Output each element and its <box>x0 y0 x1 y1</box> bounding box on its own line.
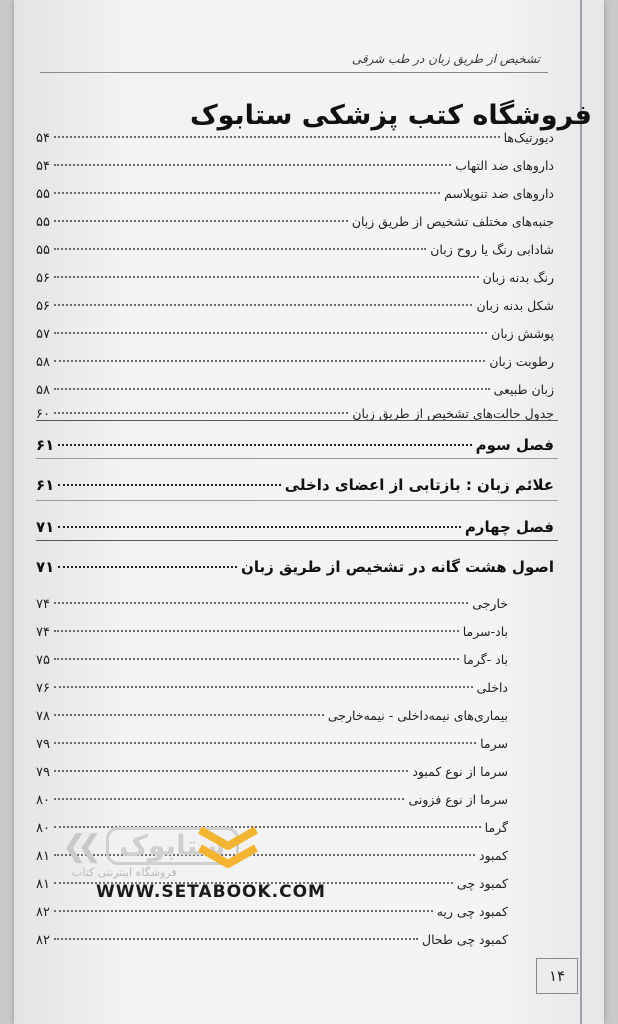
website-url: WWW.SETABOOK.COM <box>96 882 326 902</box>
toc-entry-title: پوشش زبان <box>491 326 554 341</box>
toc-entry-page: ۶۱ <box>36 436 55 454</box>
toc-entry-title: علائم زبان : بازتابی از اعضای داخلی <box>284 476 554 494</box>
dot-leader <box>54 412 348 414</box>
toc-entry <box>36 708 508 724</box>
toc-entry-page: ۵۷ <box>36 327 50 342</box>
toc-entry-title: خارجی <box>472 596 508 611</box>
toc-entry-page: ۷۸ <box>36 709 50 724</box>
toc-entry <box>36 904 508 920</box>
toc-entry-title: شکل بدنه زبان <box>476 298 554 313</box>
chevron-stack-icon <box>196 822 260 874</box>
toc-entry-title: سرما از نوع کمبود <box>412 764 508 779</box>
toc-entry-title: باد -گرما <box>463 652 508 667</box>
toc-entry-page: ۸۲ <box>36 933 50 948</box>
toc-entry-title: فصل سوم <box>475 436 554 454</box>
toc-entry-title: زبان طبیعی <box>493 382 554 397</box>
toc-entry-page: ۵۵ <box>36 187 50 202</box>
toc-entry-title: دیورتیک‌ها <box>503 130 554 145</box>
toc-entry-page: ۷۶ <box>36 681 50 696</box>
toc-entry <box>36 382 554 398</box>
dot-leader <box>54 770 408 772</box>
toc-entry <box>36 214 554 230</box>
toc-entry-title: رنگ بدنه زبان <box>482 270 554 285</box>
dot-leader <box>54 248 426 250</box>
dot-leader <box>54 360 485 362</box>
toc-entry-title: داروهای ضد تنوپلاسم <box>444 186 554 201</box>
toc-entry-page: ۸۲ <box>36 905 50 920</box>
dot-leader <box>54 910 433 912</box>
toc-entry-page: ۸۰ <box>36 821 50 836</box>
dot-leader <box>54 192 440 194</box>
toc-entry-page: ۵۶ <box>36 299 50 314</box>
toc-entry <box>36 130 554 146</box>
dot-leader <box>54 388 490 390</box>
toc-entry-page: ۵۴ <box>36 159 50 174</box>
double-chevron-icon: ❮❮ <box>62 828 93 864</box>
page-edge-line <box>580 0 582 1024</box>
toc-entry <box>36 326 554 342</box>
toc-entry-title: باد-سرما <box>462 624 508 639</box>
toc-entry-page: ۷۴ <box>36 597 50 612</box>
dot-leader <box>54 798 405 800</box>
dot-leader <box>54 742 476 744</box>
page-number: ۱۴ <box>536 958 578 994</box>
toc-entry-page: ۸۰ <box>36 793 50 808</box>
toc-entry-page: ۷۹ <box>36 737 50 752</box>
toc-chapter-entry <box>36 436 554 454</box>
dot-leader <box>54 304 473 306</box>
toc-entry-page: ۶۰ <box>36 407 50 422</box>
dot-leader <box>54 658 459 660</box>
toc-chapter-entry <box>36 518 554 536</box>
dot-leader <box>58 566 237 568</box>
header-rule <box>40 72 548 73</box>
toc-entry <box>36 680 508 696</box>
toc-entry <box>36 932 508 948</box>
toc-entry-page: ۷۱ <box>36 518 55 536</box>
dot-leader <box>54 714 324 716</box>
toc-entry-title: اصول هشت گانه در تشخیص از طریق زبان <box>241 558 554 576</box>
toc-entry-page: ۵۵ <box>36 215 50 230</box>
toc-entry-page: ۵۶ <box>36 271 50 286</box>
dot-leader <box>54 938 418 940</box>
dot-leader <box>54 602 468 604</box>
toc-entry-title: کمبود چی <box>456 876 508 891</box>
toc-entry-title: جنبه‌های مختلف تشخیص از طریق زبان <box>351 214 554 229</box>
toc-entry-page: ۷۹ <box>36 765 50 780</box>
toc-entry-page: ۵۴ <box>36 131 50 146</box>
toc-entry-title: جدول حالت‌های تشخیص از طریق زبان <box>352 406 554 421</box>
toc-entry-page: ۸۱ <box>36 849 50 864</box>
toc-chapter-entry <box>36 476 554 494</box>
toc-entry <box>36 792 508 808</box>
toc-chapter-entry <box>36 558 554 576</box>
toc-entry <box>36 298 554 314</box>
section-divider <box>36 420 558 421</box>
toc-entry-page: ۸۱ <box>36 877 50 892</box>
toc-entry <box>36 624 508 640</box>
toc-entry <box>36 596 508 612</box>
section-divider <box>36 458 558 459</box>
toc-entry <box>36 652 508 668</box>
toc-entry <box>36 242 554 258</box>
dot-leader <box>54 220 348 222</box>
watermark-logo-text: ستابوک <box>106 827 238 865</box>
toc-entry-page: ۷۱ <box>36 558 55 576</box>
dot-leader <box>54 332 487 334</box>
dot-leader <box>54 136 500 138</box>
dot-leader <box>58 526 461 528</box>
toc-entry-title: رطوبت زبان <box>489 354 554 369</box>
toc-entry-title: داخلی <box>476 680 508 695</box>
toc-entry-title: کمبود <box>479 848 508 863</box>
dot-leader <box>58 484 280 486</box>
toc-entry <box>36 736 508 752</box>
toc-entry-title: کمبود چی ریه <box>436 904 508 919</box>
running-head: تشخیص از طریق زبان در طب شرقی <box>351 52 540 66</box>
dot-leader <box>54 630 459 632</box>
toc-entry-title: بیماری‌های نیمه‌داخلی - نیمه‌خارجی <box>327 708 508 723</box>
section-divider <box>36 540 558 541</box>
toc-entry-page: ۷۵ <box>36 653 50 668</box>
toc-entry-title: سرما <box>480 736 508 751</box>
dot-leader <box>54 276 479 278</box>
dot-leader <box>54 164 451 166</box>
toc-entry-title: کمبود چی طحال <box>422 932 508 947</box>
toc-entry-title: داروهای ضد التهاب <box>455 158 554 173</box>
toc-entry-title: سرما از نوع فزونی <box>408 792 508 807</box>
toc-entry <box>36 764 508 780</box>
dot-leader <box>54 686 473 688</box>
toc-entry <box>36 354 554 370</box>
toc-entry-page: ۷۴ <box>36 625 50 640</box>
section-divider <box>36 500 558 501</box>
toc-entry-page: ۵۸ <box>36 383 50 398</box>
toc-entry-title: گرما <box>484 820 508 835</box>
toc-entry <box>36 158 554 174</box>
toc-entry-page: ۵۸ <box>36 355 50 370</box>
toc-entry <box>36 186 554 202</box>
dot-leader <box>58 444 471 446</box>
store-banner: فروشگاه کتب پزشکی ستابوک <box>189 100 592 131</box>
toc-entry <box>36 270 554 286</box>
toc-entry-title: شادابی رنگ یا روح زبان <box>430 242 554 257</box>
toc-entry-title: فصل چهارم <box>464 518 554 536</box>
toc-entry-page: ۶۱ <box>36 476 55 494</box>
watermark-subtitle: فروشگاه اینترنتی کتاب <box>72 866 177 879</box>
toc-entry-page: ۵۵ <box>36 243 50 258</box>
